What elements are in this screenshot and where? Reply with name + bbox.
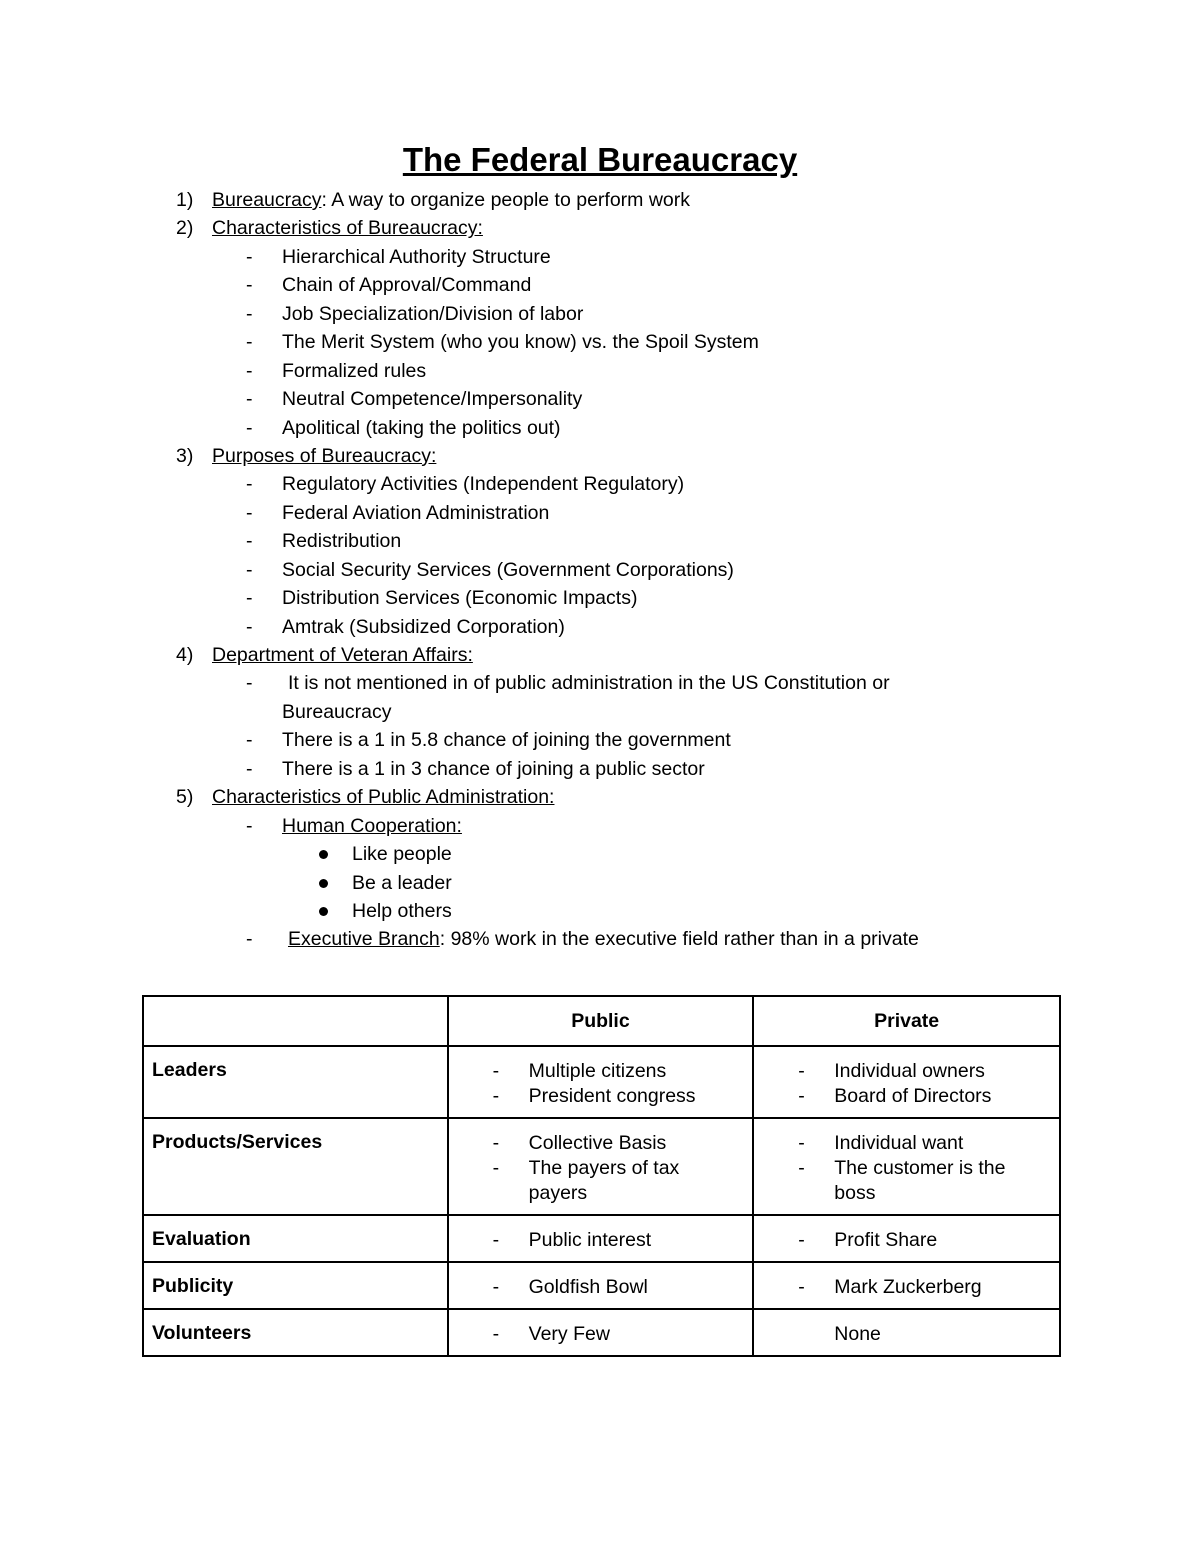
list-item	[0, 414, 1200, 442]
dash-marker: -	[246, 615, 253, 638]
cell-item	[754, 1084, 1059, 1109]
dash-marker: -	[246, 672, 253, 695]
table-row	[143, 1118, 1060, 1215]
list-item-text: Distribution Services (Economic Impacts)	[282, 587, 638, 610]
list-item-text: Chain of Approval/Command	[282, 274, 532, 297]
cell-item-text: None	[834, 1323, 881, 1345]
outline-item-5	[0, 783, 1200, 811]
list-item	[0, 300, 1200, 328]
list-item	[0, 357, 1200, 385]
definition: : 98% work in the executive field rather than in a private	[439, 928, 919, 951]
cell-item	[449, 1228, 753, 1253]
table-header-cell: Private	[753, 996, 1060, 1046]
list-item	[0, 499, 1200, 527]
list-item-text: Job Specialization/Division of labor	[282, 302, 584, 325]
cell-item	[449, 1131, 753, 1156]
list-item-text: Formalized rules	[282, 359, 427, 382]
dash-marker: -	[492, 1085, 500, 1107]
public-cell	[448, 1215, 754, 1262]
cell-item	[754, 1275, 1059, 1300]
private-cell	[753, 1309, 1060, 1356]
dash-marker: -	[246, 530, 253, 553]
bullet-item	[0, 840, 1200, 868]
bullet-icon	[319, 879, 328, 888]
row-label: Products/Services	[143, 1118, 448, 1215]
bullet-item	[0, 869, 1200, 897]
list-item	[0, 925, 1200, 953]
list-item	[0, 271, 1200, 299]
list-item-text: Social Security Services (Government Corporations)	[282, 558, 734, 581]
cell-item	[449, 1059, 753, 1084]
list-item	[0, 527, 1200, 555]
list-item-text: Federal Aviation Administration	[282, 501, 550, 524]
list-item-text: Bureaucracy	[282, 700, 392, 723]
table-row	[143, 1309, 1060, 1356]
list-item	[0, 584, 1200, 612]
outline-item-3	[0, 442, 1200, 470]
page-title: The Federal Bureaucracy	[402, 141, 798, 178]
dash-marker: -	[492, 1323, 500, 1345]
private-cell	[753, 1118, 1060, 1215]
cell-item	[754, 1156, 1059, 1206]
sub-heading: Human Cooperation:	[282, 814, 462, 837]
dash-marker: -	[798, 1060, 805, 1082]
dash-marker: -	[798, 1276, 805, 1298]
dash-marker: -	[492, 1229, 500, 1251]
dash-marker: -	[246, 245, 253, 268]
dash-marker: -	[492, 1276, 500, 1298]
list-item-text: Apolitical (taking the politics out)	[282, 416, 561, 439]
outline-item-4	[0, 641, 1200, 669]
cell-item-text: The payers of tax payers	[528, 1157, 680, 1204]
term: Bureaucracy	[212, 189, 322, 211]
dash-marker: -	[246, 928, 253, 951]
list-item-text: There is a 1 in 5.8 chance of joining the government	[282, 729, 731, 752]
item-number: 4)	[176, 644, 194, 666]
section-heading: Purposes of Bureaucracy:	[212, 444, 437, 467]
cell-item-text: Multiple citizens	[528, 1060, 667, 1082]
private-cell	[753, 1262, 1060, 1309]
dash-marker: -	[246, 388, 253, 411]
list-item	[0, 755, 1200, 783]
outline-item-1	[0, 186, 1200, 214]
section-heading: Characteristics of Bureaucracy:	[212, 217, 483, 240]
list-item-text: Regulatory Activities (Independent Regulatory)	[282, 473, 685, 496]
bullet-text: Like people	[352, 843, 452, 866]
section-heading: Department of Veteran Affairs:	[212, 644, 473, 666]
list-item-text: It is not mentioned in of public administration in the US Constitution or	[288, 672, 890, 695]
dash-marker: -	[798, 1085, 805, 1107]
term: Executive Branch	[288, 928, 440, 951]
list-item-text: The Merit System (who you know) vs. the Spoil System	[282, 331, 759, 354]
list-item-text: Neutral Competence/Impersonality	[282, 388, 583, 411]
cell-item-text: Profit Share	[834, 1229, 938, 1251]
bullet-icon	[319, 850, 328, 859]
item-number: 3)	[176, 444, 194, 467]
cell-item-text: Collective Basis	[528, 1132, 667, 1154]
dash-marker: -	[492, 1132, 500, 1154]
dash-marker: -	[246, 473, 253, 496]
dash-marker: -	[246, 558, 253, 581]
cell-item-text: Public interest	[528, 1229, 652, 1251]
dash-marker: -	[492, 1060, 500, 1082]
public-cell	[448, 1118, 754, 1215]
dash-marker: -	[246, 757, 253, 780]
bullet-item	[0, 897, 1200, 925]
cell-item-text: President congress	[528, 1085, 696, 1107]
list-item-text: There is a 1 in 3 chance of joining a public sector	[282, 757, 705, 780]
dash-marker: -	[492, 1157, 500, 1179]
cell-item	[449, 1322, 753, 1347]
cell-item-text: Mark Zuckerberg	[834, 1276, 982, 1298]
list-item	[0, 328, 1200, 356]
dash-marker: -	[246, 331, 253, 354]
public-cell	[448, 1262, 754, 1309]
dash-marker: -	[246, 814, 253, 837]
item-number: 5)	[176, 786, 194, 809]
cell-item	[754, 1131, 1059, 1156]
table-row	[143, 1262, 1060, 1309]
list-item-text: Hierarchical Authority Structure	[282, 245, 551, 268]
cell-item	[754, 1322, 1059, 1347]
cell-item	[754, 1059, 1059, 1084]
outline-item-2	[0, 214, 1200, 242]
dash-marker: -	[246, 302, 253, 325]
cell-item	[754, 1228, 1059, 1253]
table-header-row	[143, 996, 1060, 1046]
list-item	[0, 812, 1200, 840]
list-item	[0, 669, 1200, 697]
row-label: Evaluation	[143, 1215, 448, 1262]
public-cell	[448, 1309, 754, 1356]
private-cell	[753, 1215, 1060, 1262]
dash-marker: -	[798, 1229, 805, 1251]
list-item	[0, 385, 1200, 413]
bullet-icon	[319, 907, 328, 916]
table-header-cell	[143, 996, 448, 1046]
outline-list	[0, 186, 1200, 954]
list-item	[0, 556, 1200, 584]
dash-marker: -	[798, 1132, 805, 1154]
comparison-table	[142, 995, 1061, 1357]
dash-marker: -	[246, 587, 253, 610]
table-row	[143, 1046, 1060, 1118]
dash-marker: -	[246, 416, 253, 439]
dash-marker: -	[246, 274, 253, 297]
cell-item	[449, 1275, 753, 1300]
list-item	[0, 470, 1200, 498]
dash-marker: -	[246, 501, 253, 524]
row-label: Volunteers	[143, 1309, 448, 1356]
row-label: Leaders	[143, 1046, 448, 1118]
list-item	[0, 613, 1200, 641]
cell-item	[449, 1084, 753, 1109]
table-header-cell: Public	[448, 996, 754, 1046]
cell-item-text: Very Few	[528, 1323, 610, 1345]
list-item	[0, 726, 1200, 754]
definition: : A way to organize people to perform work	[321, 189, 690, 211]
dash-marker: -	[246, 359, 253, 382]
item-number: 2)	[176, 217, 194, 240]
dash-marker: -	[798, 1157, 805, 1179]
public-cell	[448, 1046, 754, 1118]
list-item-continuation	[0, 698, 1200, 726]
list-item-text: Amtrak (Subsidized Corporation)	[282, 615, 565, 638]
item-number: 1)	[176, 189, 194, 211]
table-row	[143, 1215, 1060, 1262]
row-label: Publicity	[143, 1262, 448, 1309]
section-heading: Characteristics of Public Administration:	[212, 786, 555, 809]
cell-item	[449, 1156, 753, 1206]
list-item	[0, 243, 1200, 271]
dash-marker: -	[246, 729, 253, 752]
cell-item-text: The customer is the boss	[834, 1157, 1006, 1204]
cell-item-text: Individual owners	[834, 1060, 985, 1082]
bullet-text: Be a leader	[352, 871, 452, 894]
bullet-text: Help others	[352, 899, 452, 922]
cell-item-text: Board of Directors	[834, 1085, 992, 1107]
list-item-text: Redistribution	[282, 530, 402, 553]
cell-item-text: Goldfish Bowl	[528, 1276, 648, 1298]
cell-item-text: Individual want	[834, 1132, 964, 1154]
private-cell	[753, 1046, 1060, 1118]
